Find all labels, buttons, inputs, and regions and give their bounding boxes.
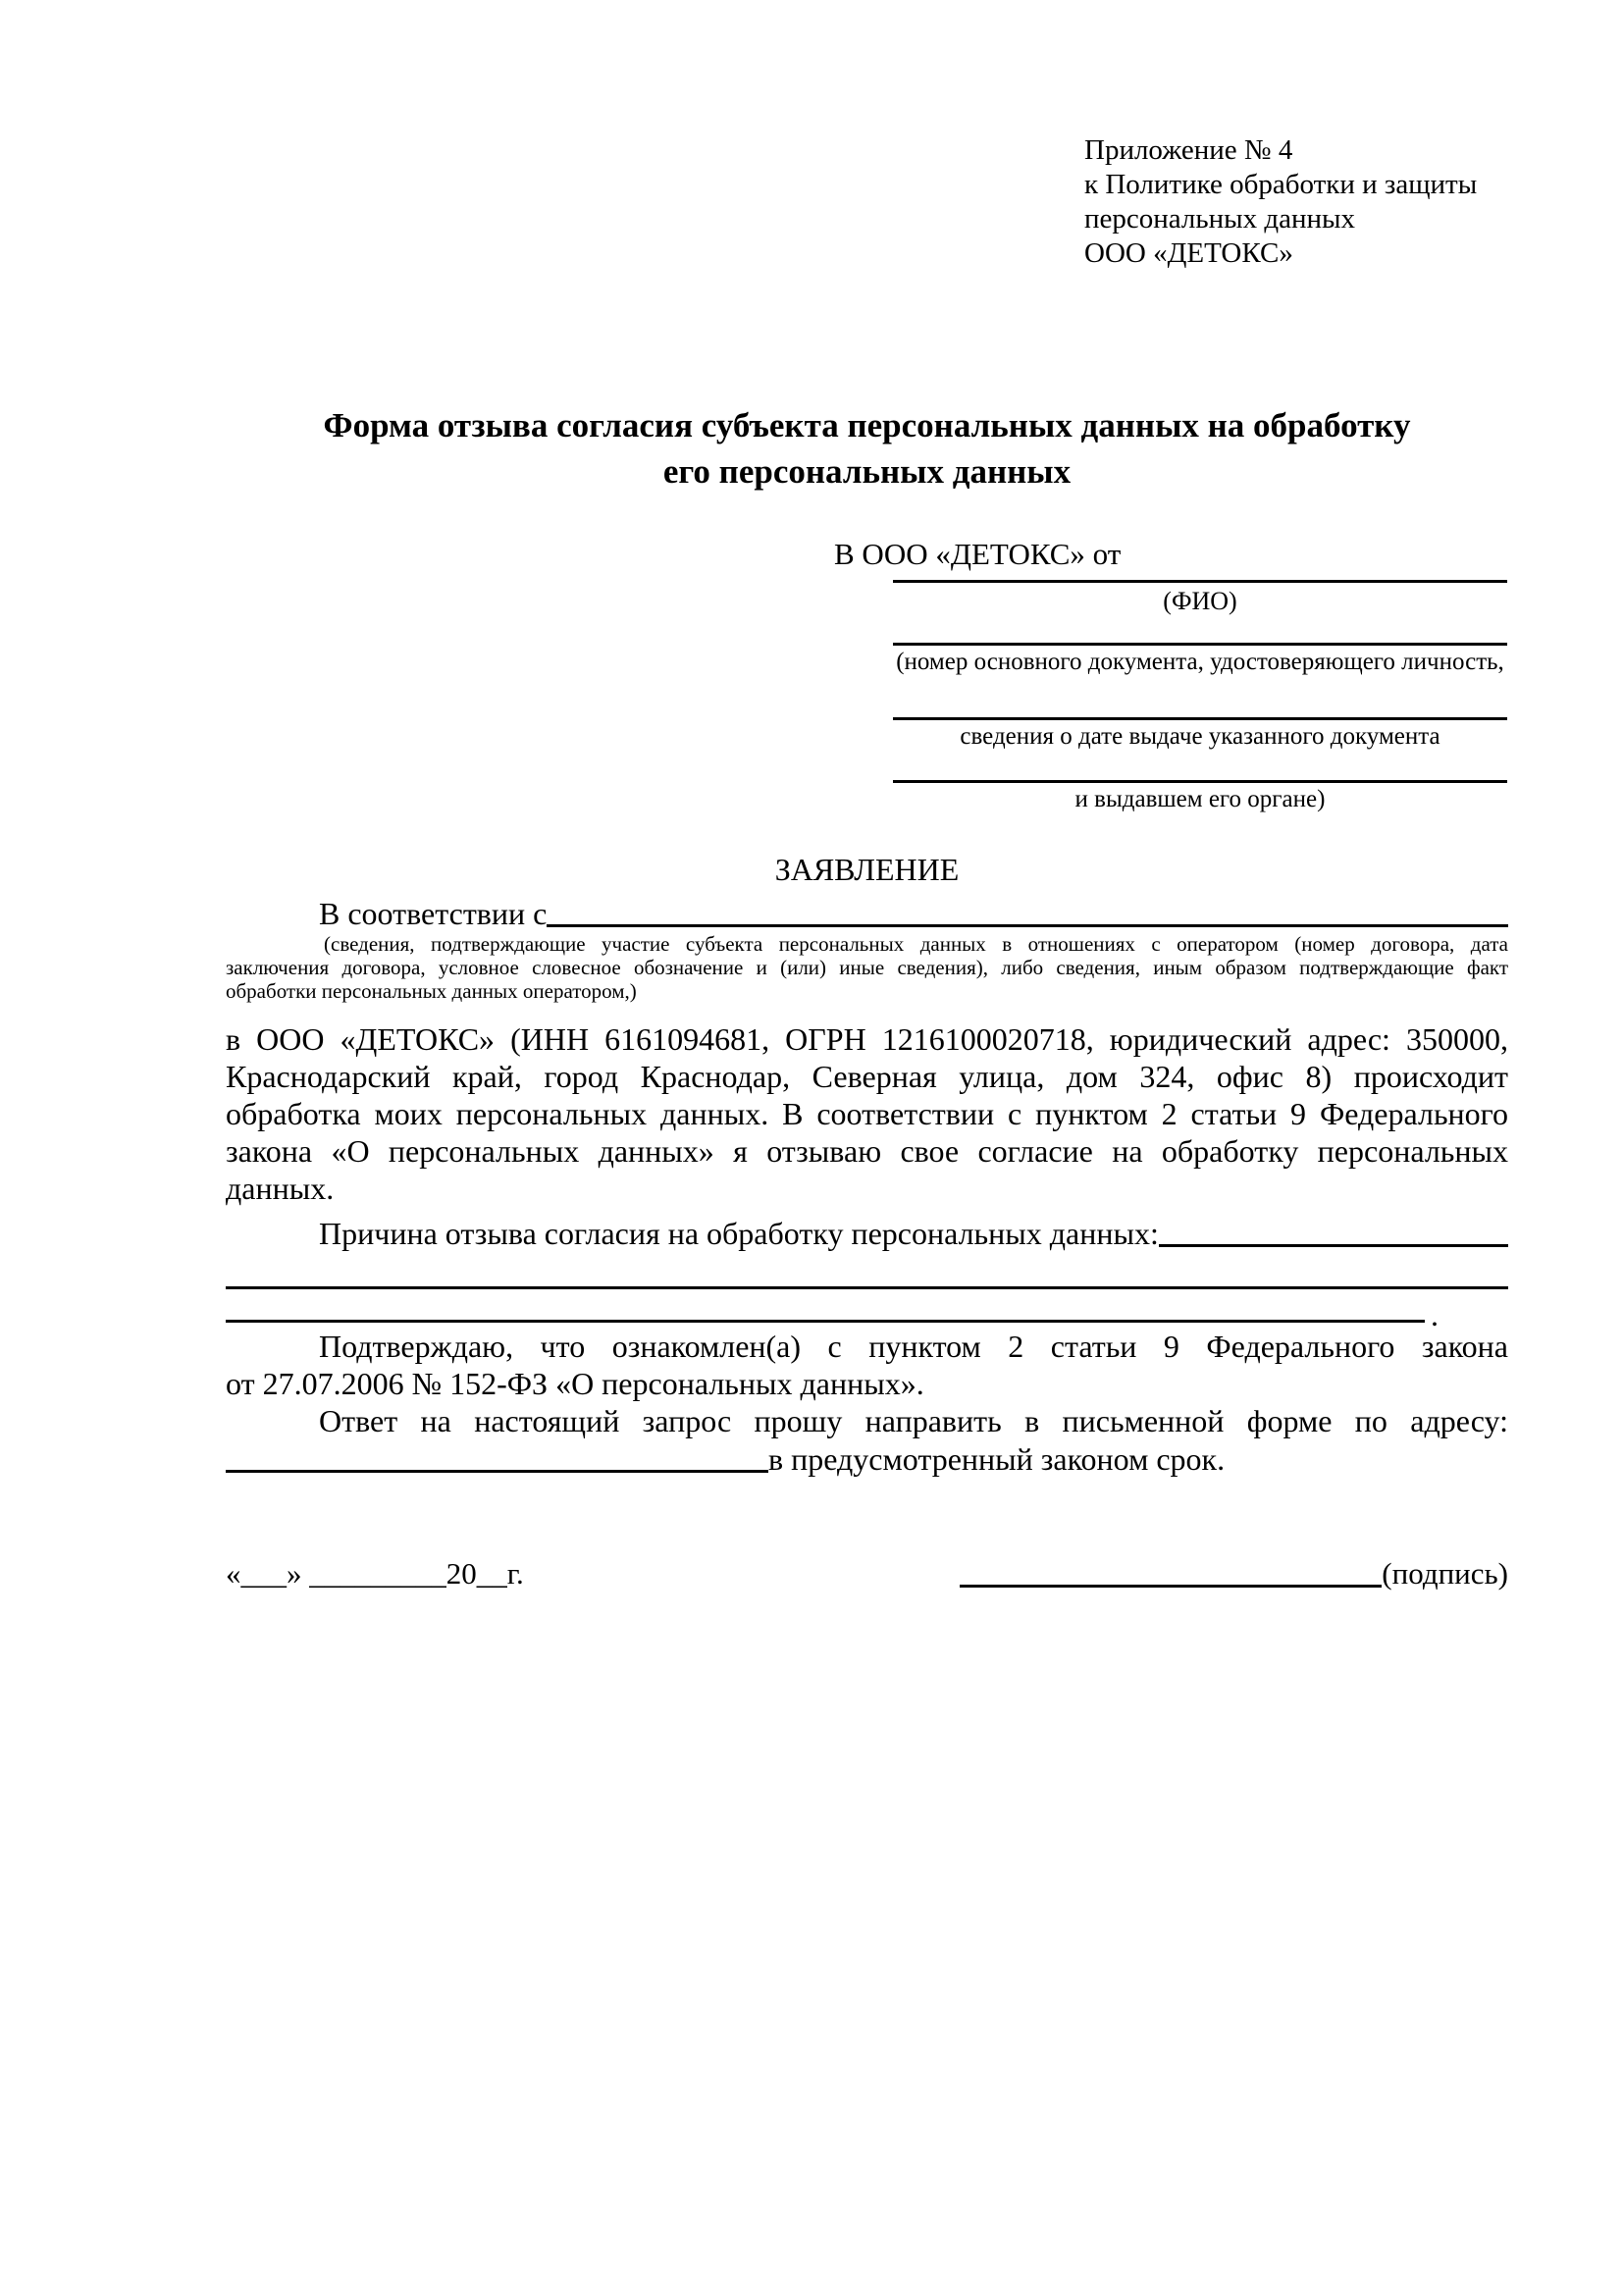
address-row: [226, 1440, 1508, 1478]
fine-print-note: [226, 932, 1508, 1003]
reason-field-line[interactable]: [1159, 1244, 1508, 1247]
issuing-authority-field-line[interactable]: [893, 780, 1507, 783]
address-field-line[interactable]: [226, 1470, 768, 1473]
accordance-row: [226, 895, 1508, 932]
date-line[interactable]: «___» _________20__г.: [226, 1556, 524, 1591]
document-number-caption: (номер основного документа, удостоверяющего личность,: [896, 649, 1504, 675]
confirm-line: от 27.07.2006 № 152-ФЗ «О персональных данных».: [226, 1366, 924, 1401]
appendix-header-line: ООО «ДЕТОКС»: [1084, 237, 1293, 269]
issue-date-field-line[interactable]: [893, 717, 1507, 720]
signature-group: [960, 1555, 1508, 1592]
reason-lead: Причина отзыва согласия на обработку персональных данных:: [319, 1216, 1159, 1251]
body-line: Краснодарский край, город Краснодар, Северная улица, дом 324, офис 8) происходит: [226, 1059, 1508, 1094]
issuing-authority-caption: и выдавшем его органе): [1074, 786, 1326, 812]
form-title-line: его персональных данных: [662, 452, 1072, 491]
reason-field-line-3[interactable]: [226, 1320, 1425, 1323]
body-line: в ООО «ДЕТОКС» (ИНН 6161094681, ОГРН 1216100020718, юридический адрес: 350000,: [226, 1021, 1508, 1057]
accordance-lead: В соответствии с: [319, 896, 548, 931]
appendix-header-line: персональных данных: [1084, 203, 1356, 235]
body-line: данных.: [226, 1171, 335, 1206]
body-line: закона «О персональных данных» я отзываю свое согласие на обработку персональных: [226, 1133, 1508, 1169]
reason-row: [226, 1215, 1508, 1252]
accordance-field-line[interactable]: [547, 924, 1508, 927]
appendix-header: [1084, 133, 1506, 271]
appendix-header-line: Приложение № 4: [1084, 134, 1293, 166]
reply-tail: в предусмотренный законом срок.: [768, 1441, 1226, 1477]
fine-print-line: (сведения, подтверждающие участие субъекта персональных данных в отношениях с оператором (номер договора, дата: [324, 932, 1508, 956]
recipient-line: В ООО «ДЕТОКС» от: [834, 537, 1122, 571]
date-signature-row: [226, 1555, 1508, 1592]
appendix-header-line: к Политике обработки и защиты: [1084, 169, 1478, 200]
period-text: .: [1431, 1297, 1439, 1332]
fine-print-line: обработки персональных данных оператором,): [226, 979, 637, 1003]
reply-paragraph: [226, 1402, 1508, 1439]
fio-field-line[interactable]: [893, 580, 1507, 583]
fio-caption: (ФИО): [1163, 587, 1237, 615]
document-number-field-line[interactable]: [893, 643, 1507, 646]
reply-line: Ответ на настоящий запрос прошу направить в письменной форме по адресу:: [319, 1403, 1508, 1438]
body-line: обработка моих персональных данных. В соответствии с пунктом 2 статьи 9 Федерального: [226, 1096, 1508, 1131]
reason-field-line-2[interactable]: [226, 1286, 1508, 1289]
body-paragraph: [226, 1020, 1508, 1207]
confirm-line: Подтверждаю, что ознакомлен(а) с пунктом 2 статьи 9 Федерального закона: [319, 1329, 1508, 1364]
form-title-line: Форма отзыва согласия субъекта персональных данных на обработку: [323, 406, 1411, 444]
signature-field-line[interactable]: [960, 1585, 1382, 1588]
fine-print-line: заключения договора, условное словесное обозначение и (или) иные сведения), либо сведения, иным образом подтверждающие факт: [226, 956, 1508, 979]
form-title: [226, 402, 1508, 495]
signature-caption: (подпись): [1382, 1556, 1508, 1591]
issue-date-caption: сведения о дате выдаче указанного документа: [960, 723, 1440, 750]
statement-heading: ЗАЯВЛЕНИЕ: [774, 852, 960, 887]
confirm-paragraph: [226, 1328, 1508, 1402]
